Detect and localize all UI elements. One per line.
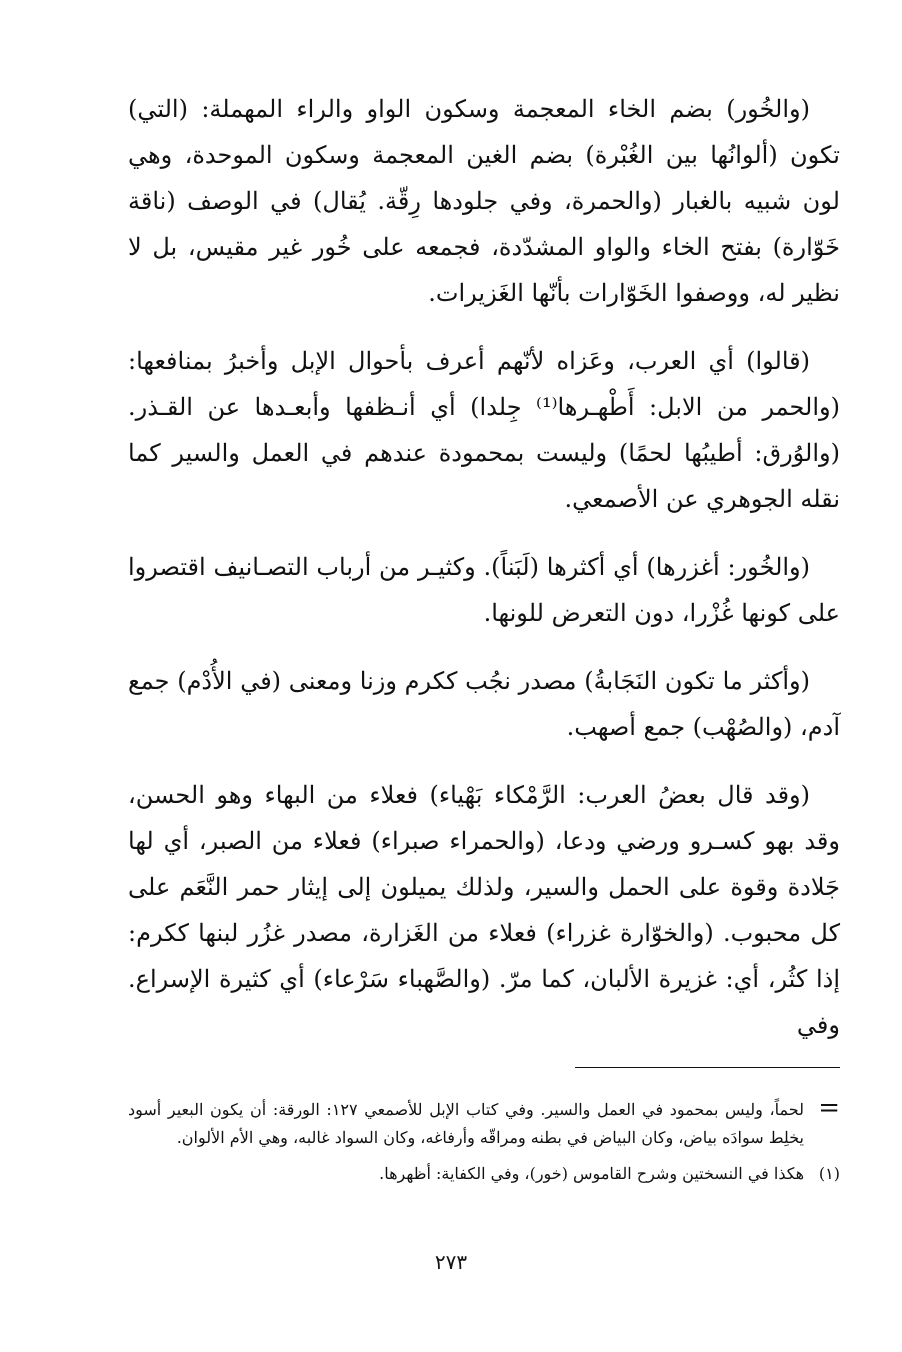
footnote-number: (١) bbox=[818, 1164, 840, 1183]
footnote-continued bbox=[128, 1093, 840, 1152]
paragraph-khur-milk: (والخُور: أغزرها) أي أكثرها (لَبَناً). وكثيـر من أرباب التصـانيف اقتصروا على كونها غُزْرا، دون التعرض للونها. bbox=[128, 553, 840, 627]
paragraph-khur-definition: (والخُور) بضم الخاء المعجمة وسكون الواو والراء المهملة: (التي) تكون (ألوانُها بين الغُبْرة) بضم الغين المعجمة وسكون الموحدة، وهي لون شبيه بالغبار (والحمرة، وفي جلودها رِقّة. يُقال) في الوصف (ناقة خَوّارة) بفتح الخاء والواو المشدّدة، فجمعه على خُور غير مقيس، بل لا نظير له، ووصفوا الخَوّارات بأنّها الغَزيرات. bbox=[128, 95, 841, 307]
page-number: ٢٧٣ bbox=[434, 1250, 468, 1274]
footnote-1 bbox=[128, 1160, 840, 1188]
footnote-text: هكذا في النسختين وشرح القاموس (خور)، وفي الكفاية: أظهرها. bbox=[379, 1164, 804, 1183]
paragraph-arab-sayings: (وقد قال بعضُ العرب: الرَّمْكاء بَهْياء) فعلاء من البهاء وهو الحسن، وقد بهو كسـرو ورضي ودعا، (والحمراء صبراء) فعلاء من الصبر، أي لها جَلادة وقوة على الحمل والسير، ولذلك يميلون إلى إيثار حمر النَّعَم على كل محبوب. (والخوّارة غزراء) فعلاء من الغَزارة، مصدر غزُر لبنها ككرم: إذا كثُر، أي: غزيرة الألبان، كما مرّ. (والصَّهباء سَرْعاء) أي كثيرة الإسراع. وفي bbox=[128, 781, 840, 1039]
footnote-text: لحماً، وليس بمحمود في العمل والسير. وفي كتاب الإبل للأصمعي ١٢٧: الورقة: أن يكون البعير أسود يخلِط سوادَه بياض، وكان البياض في بطنه ومراقّه وأرفاغه، وكان السواد غالبه، وهي الأم الألوان. bbox=[128, 1100, 805, 1147]
footnote-separator bbox=[575, 1067, 840, 1068]
main-text-block bbox=[128, 86, 840, 1048]
footnote-continuation-mark: = bbox=[818, 1093, 840, 1123]
paragraph-najaba: (وأكثر ما تكون النَجَابةُ) مصدر نجُب ككرم وزنا ومعنى (في الأُدْم) جمع آدم، (والصُهْب) جمع أصهب. bbox=[128, 667, 840, 741]
paragraph-red-camels: (قالوا) أي العرب، وعَزاه لأنّهم أعرف بأحوال الإبل وأخبرُ بمنافعها: (والحمر من الابل: أَطْهـرها⁽¹⁾ جِلدا) أي أنـظفها وأبعـدها عن القـذر. (والوُرق: أطيبُها لحمًا) وليست بمحمودة عندهم في العمل والسير كما نقله الجوهري عن الأصمعي. bbox=[128, 347, 840, 513]
footnotes bbox=[128, 1093, 840, 1196]
